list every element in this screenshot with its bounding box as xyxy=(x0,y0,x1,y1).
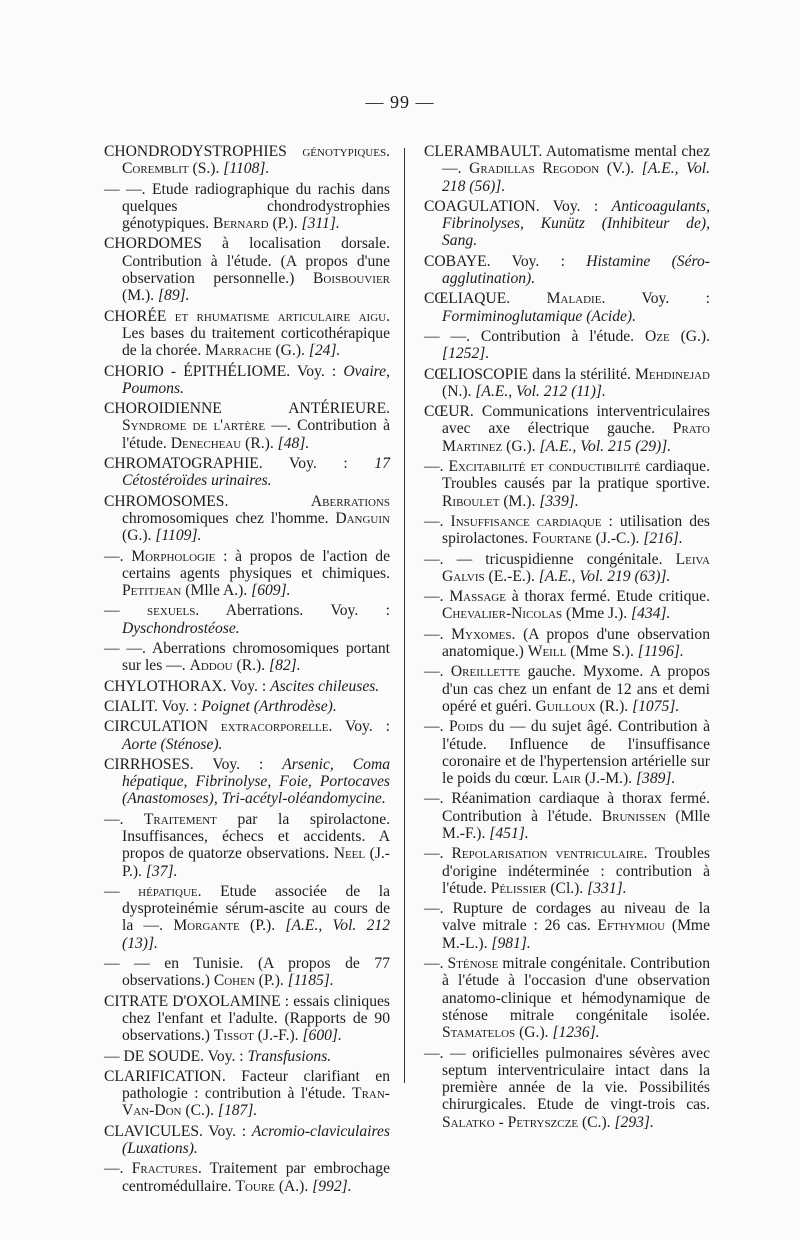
entry-heading: CHORDOMES xyxy=(104,235,202,253)
entry-heading: —. xyxy=(424,790,444,808)
entry-reference: [A.E., Vol. 212 (13)]. xyxy=(122,917,391,952)
index-entry xyxy=(104,1048,390,1065)
entry-text: (R.). xyxy=(595,697,633,715)
entry-heading: —. xyxy=(424,625,444,643)
entry-text: (J.-M.). xyxy=(580,770,636,788)
entry-heading: — xyxy=(104,882,120,900)
entry-text: (R.). xyxy=(232,657,270,675)
entry-heading: — —. xyxy=(424,327,470,345)
entry-smallcaps: Syndrome de l'artère xyxy=(122,417,266,435)
entry-text: (C.). xyxy=(578,1113,615,1131)
entry-smallcaps: hépatique xyxy=(119,882,198,900)
entry-text: Voy. : xyxy=(539,197,612,215)
entry-smallcaps: Massage xyxy=(443,588,506,606)
entry-heading: CŒLIOSCOPIE xyxy=(424,365,528,383)
entry-smallcaps: Mehdinejad xyxy=(635,365,710,383)
entry-heading: —. — xyxy=(424,1044,466,1062)
entry-smallcaps: Neel xyxy=(333,845,366,863)
index-entry xyxy=(104,363,390,398)
entry-smallcaps: Brunissen xyxy=(601,807,666,825)
entry-text: . Les bases du traitement corticothérapique de la chorée. xyxy=(122,307,390,360)
index-entry xyxy=(104,602,390,637)
entry-text: Voy. : xyxy=(490,252,587,270)
entry-heading: —. xyxy=(104,810,124,828)
entry-heading: —. xyxy=(424,845,444,863)
entry-smallcaps: Insuffisance cardiaque xyxy=(443,512,602,530)
entry-reference: [992]. xyxy=(312,1177,352,1195)
entry-smallcaps: Fractures xyxy=(123,1160,198,1178)
index-entry xyxy=(104,493,390,545)
entry-reference: [A.E., Vol. 215 (29)]. xyxy=(539,437,672,455)
entry-heading: CHORIO - ÉPITHÉLIOME. xyxy=(104,362,291,380)
index-entry xyxy=(424,718,710,787)
entry-text: (N.). xyxy=(442,382,476,400)
entry-text: Communications interventriculaires avec axe électrique gauche. xyxy=(442,403,710,438)
entry-smallcaps: et rhumatisme articulaire aigu xyxy=(166,307,387,325)
entry-text: cardiaque. Troubles causés par la pratique sportive. xyxy=(442,458,711,493)
entry-text: (P.). xyxy=(254,972,288,990)
entry-reference: Ascites chileuses. xyxy=(270,677,380,695)
entry-reference: [A.E., Vol. 219 (63)]. xyxy=(538,567,671,585)
entry-smallcaps: Leiva Galvis xyxy=(442,550,710,585)
entry-text: (Mme J.). xyxy=(562,605,632,623)
index-entry xyxy=(424,328,710,363)
entry-reference: [216]. xyxy=(643,530,683,548)
entry-text: (R.). xyxy=(241,434,278,452)
index-entry xyxy=(424,366,710,401)
entry-text: (V.). xyxy=(599,160,642,178)
entry-text: Voy. : xyxy=(290,362,344,380)
index-entry xyxy=(424,253,710,288)
entry-text: (Mme M.-L.). xyxy=(442,917,710,952)
entry-reference: Transfusions. xyxy=(247,1047,332,1065)
entry-text: . (A propos d'une observation anatomique.) xyxy=(442,625,710,661)
entry-smallcaps: Maladie xyxy=(510,290,602,308)
entry-text: (J.-C.). xyxy=(591,530,644,548)
entry-reference: [981]. xyxy=(491,934,531,952)
entry-heading: —. xyxy=(424,900,444,918)
entry-smallcaps: Stamatelos xyxy=(442,1024,516,1042)
index-entry xyxy=(424,626,710,661)
entry-text: (A.). xyxy=(274,1177,313,1195)
entry-smallcaps: Marrache xyxy=(205,342,272,360)
entry-text: (J.-F.). xyxy=(253,1027,303,1045)
index-entry xyxy=(104,548,390,600)
index-entry xyxy=(424,551,710,586)
entry-smallcaps: Boisbouvier xyxy=(312,270,390,288)
index-entry xyxy=(104,400,390,452)
index-entry xyxy=(424,790,710,842)
entry-smallcaps: Excitabilité et conductibilité xyxy=(443,458,641,476)
entry-smallcaps: Pélissier xyxy=(490,879,547,897)
entry-smallcaps: Efthymiou xyxy=(597,917,666,935)
index-entry xyxy=(424,588,710,623)
entry-text: chromosomiques chez l'homme. xyxy=(122,509,336,527)
entry-text: . Etude associée de la dysproteinémie sérum-ascite au cours de la —. xyxy=(122,882,390,935)
entry-smallcaps: Poids xyxy=(443,718,484,736)
entry-text: (M.). xyxy=(122,287,158,305)
entry-text: orificielles pulmonaires sévères avec septum interventriculaire intact dans la première année de la vie. Possibilités chirurgicales. Etude de vingt-trois cas. xyxy=(442,1044,710,1114)
entry-reference: [389]. xyxy=(635,770,676,788)
entry-smallcaps: génotypiques. xyxy=(286,143,390,160)
entry-heading: CŒUR. xyxy=(424,403,474,421)
entry-text: à localisation dorsale. Contribution à l'étude. (A propos d'une observation personnelle.) xyxy=(122,235,390,288)
entry-reference: [609]. xyxy=(251,582,291,600)
entry-text: mitrale congénitale. Contribution à l'étude à l'occasion d'une observation anatomo-clinique et hémodynamique de sténose mitrale congénitale isolée. xyxy=(442,955,710,1024)
entry-text: (Mme S.). xyxy=(566,643,638,661)
entry-smallcaps: sexuels xyxy=(119,602,196,620)
entry-smallcaps: Morphologie xyxy=(123,547,216,565)
entry-smallcaps: Guilloux xyxy=(535,697,596,715)
entry-reference: [1075]. xyxy=(632,697,680,715)
entry-reference: Acromio-claviculaires (Luxations). xyxy=(122,1122,390,1158)
entry-reference: [1196]. xyxy=(637,643,684,661)
entry-reference: 17 Cétostéroïdes urinaires. xyxy=(122,455,390,490)
entry-reference: [A.E., Vol. 212 (11)]. xyxy=(475,382,606,400)
entry-heading: COBAYE. xyxy=(424,252,491,270)
page-number: — 99 — xyxy=(365,92,435,112)
entry-text: (S.). xyxy=(188,160,224,178)
entry-text: (G.). xyxy=(669,327,711,345)
entry-smallcaps: Tran-Van-Don xyxy=(122,1085,390,1120)
entry-text: (G.). xyxy=(271,342,309,360)
entry-heading: CHONDRODYSTROPHIES xyxy=(104,143,287,160)
entry-text: Automatisme mental chez —. xyxy=(442,143,710,178)
entry-text: Rupture de cordages au niveau de la valve mitrale : 26 cas. xyxy=(442,900,710,935)
entry-text: dans la stérilité. xyxy=(527,365,636,383)
entry-smallcaps: Gradillas Regodon xyxy=(469,160,600,178)
entry-heading: — xyxy=(104,602,120,620)
entry-heading: COAGULATION. xyxy=(424,197,540,215)
entry-heading: CHYLOTHORAX. xyxy=(104,677,227,695)
entry-text: : à propos de l'action de certains agents physiques et chimiques. xyxy=(122,547,390,582)
entry-reference: [293]. xyxy=(614,1113,654,1131)
entry-reference: [48]. xyxy=(277,434,310,452)
entry-text: . Troubles d'origine indéterminée : contribution à l'étude. xyxy=(442,845,710,897)
entry-reference: Arsenic, Coma hépatique, Fibrinolyse, Foie, Portocaves (Anastomoses), Tri-acétyl-oléandomycine. xyxy=(122,755,391,808)
index-entry xyxy=(104,143,390,178)
entry-text: (M.). xyxy=(499,492,540,510)
index-entry xyxy=(104,235,390,304)
entry-heading: —. xyxy=(424,955,444,973)
entry-heading: —. xyxy=(104,1160,124,1178)
entry-heading: —. xyxy=(104,547,124,565)
entry-reference: [187]. xyxy=(217,1102,258,1120)
entry-heading: —. xyxy=(424,458,444,476)
entry-smallcaps: Repolarisation ventriculaire xyxy=(443,845,644,863)
entry-reference: Ovaire, Poumons. xyxy=(122,362,390,397)
index-entry xyxy=(424,198,710,250)
index-entry xyxy=(104,678,390,695)
entry-smallcaps: Danguin xyxy=(335,509,390,527)
entry-text: . Traitement par embrochage centromédullaire. xyxy=(122,1160,390,1195)
entry-reference: [24]. xyxy=(308,342,341,360)
entry-text: Facteur clarifiant en pathologie : contribution à l'étude. xyxy=(122,1067,390,1103)
entry-text: en Tunisie. (A propos de 77 observations.) xyxy=(122,955,390,990)
index-entry xyxy=(424,403,710,455)
index-entry xyxy=(104,811,390,880)
entry-heading: CIRCULATION xyxy=(104,718,208,736)
entry-heading: CHROMATOGRAPHIE. xyxy=(104,455,263,473)
index-entry xyxy=(424,290,710,325)
index-entry xyxy=(424,143,710,195)
entry-smallcaps: Myxomes xyxy=(443,625,512,643)
entry-reference: Histamine (Séro-agglutination). xyxy=(442,252,710,288)
index-entry xyxy=(104,698,390,715)
entry-text: Contribution à l'étude. xyxy=(469,327,645,345)
entry-reference: [1108]. xyxy=(223,160,270,178)
index-entry xyxy=(104,1160,390,1195)
index-entry xyxy=(424,845,710,897)
entry-reference: [1109]. xyxy=(155,527,202,545)
entry-text: (G.). xyxy=(515,1024,553,1042)
entry-heading: — — xyxy=(104,955,150,973)
entry-heading: CIRRHOSES. xyxy=(104,755,194,773)
index-entry xyxy=(104,993,390,1045)
entry-text: (P.). xyxy=(239,917,286,935)
entry-smallcaps: Addou xyxy=(189,657,233,675)
entry-text: (P.). xyxy=(268,215,302,233)
entry-heading: CHORÉE xyxy=(104,307,167,325)
entry-smallcaps: Tissot xyxy=(213,1027,254,1045)
entry-text: Réanimation cardiaque à thorax fermé. Contribution à l'étude. xyxy=(442,790,710,825)
entry-reference: [331]. xyxy=(587,879,627,897)
entry-heading: CITRATE D'OXOLAMINE xyxy=(104,992,281,1010)
entry-reference: Poignet (Arthrodèse). xyxy=(201,697,337,715)
entry-text: à thorax fermé. Etude critique. xyxy=(505,588,710,606)
index-entry xyxy=(104,883,390,952)
entry-smallcaps: extracorporelle xyxy=(207,718,329,736)
entry-text: tricuspidienne congénitale. xyxy=(472,550,676,568)
entry-heading: — —. xyxy=(104,640,146,658)
index-entry xyxy=(424,458,710,510)
entry-text: . Voy. : xyxy=(328,718,390,736)
index-entry xyxy=(424,1045,710,1131)
entry-text: (G.). xyxy=(122,527,156,545)
entry-text: (Mlle A.). xyxy=(181,582,252,600)
entry-text: du — du sujet âgé. Contribution à l'étude. Influence de l'insuffisance coronaire et de l'hypertension artérielle sur le poids du cœur. xyxy=(442,718,710,788)
entry-smallcaps: Lair xyxy=(552,770,581,788)
entry-text: . Aberrations. Voy. : xyxy=(195,602,390,620)
entry-reference: Dyschondrostéose. xyxy=(122,619,240,637)
index-entry xyxy=(424,955,710,1041)
entry-heading: —. xyxy=(424,512,444,530)
entry-reference: [1185]. xyxy=(287,972,334,990)
entry-reference: [A.E., Vol. 218 (56)]. xyxy=(442,160,710,195)
entry-smallcaps: Coremblit xyxy=(122,160,189,178)
entry-heading: CHROMOSOMES. xyxy=(104,492,229,510)
entry-smallcaps: Oze xyxy=(644,327,670,345)
entry-heading: —. xyxy=(424,718,444,736)
entry-smallcaps: Petitjean xyxy=(122,582,182,600)
entry-heading: —. xyxy=(424,663,444,681)
index-entry xyxy=(424,663,710,715)
entry-reference: Anticoagulants, Fibrinolyses, Kunütz (Inhibiteur de), Sang. xyxy=(442,197,710,250)
entry-heading: — DE SOUDE. xyxy=(104,1047,205,1065)
entry-heading: CLARIFICATION. xyxy=(104,1067,226,1085)
entry-text: : essais cliniques chez l'enfant et l'adulte. (Rapports de 90 observations.) xyxy=(122,992,390,1045)
entry-heading: CHOROIDIENNE ANTÉRIEURE. xyxy=(104,400,390,418)
left-column xyxy=(104,143,390,1198)
entry-heading: CIALIT. xyxy=(104,697,158,715)
entry-smallcaps: Aberrations xyxy=(228,492,390,510)
index-entry xyxy=(104,718,390,753)
entry-smallcaps: Salatko - Petryszcze xyxy=(442,1113,579,1131)
entry-text: Aberrations chromosomiques portant sur les —. xyxy=(122,640,390,675)
entry-heading: CLERAMBAULT. xyxy=(424,143,543,160)
entry-smallcaps: Toure xyxy=(235,1177,275,1195)
index-entry xyxy=(104,455,390,490)
index-entry xyxy=(424,900,710,952)
entry-reference: [89]. xyxy=(157,287,190,305)
index-entry xyxy=(104,756,390,808)
entry-smallcaps: Morgante xyxy=(173,917,240,935)
index-entry xyxy=(104,1068,390,1120)
entry-heading: —. — xyxy=(424,550,473,568)
entry-text: (E.-E.). xyxy=(484,567,539,585)
index-entry xyxy=(104,640,390,675)
entry-text: Voy. : xyxy=(193,755,283,773)
entry-smallcaps: Prato Martinez xyxy=(442,420,710,455)
entry-smallcaps: Chevalier-Nicolas xyxy=(442,605,563,623)
entry-text: Voy. : xyxy=(157,697,202,715)
entry-reference: [451]. xyxy=(489,824,529,842)
entry-text: . Voy. : xyxy=(601,290,710,308)
entry-reference: [600]. xyxy=(302,1027,342,1045)
entry-text: Voy. : xyxy=(204,1047,248,1065)
entry-text: gauche. Myxome. A propos d'un cas chez un enfant de 12 ans et demi opéré et guéri. xyxy=(442,663,710,715)
entry-text: par la spirolactone. Insuffisances, échecs et accidents. A propos de quatorze observations. xyxy=(122,810,391,863)
entry-smallcaps: Oreillette xyxy=(443,663,521,681)
index-entry xyxy=(424,513,710,548)
entry-text: Voy. : xyxy=(262,455,375,473)
entry-reference: [434]. xyxy=(631,605,671,623)
entry-smallcaps: Weill xyxy=(527,643,567,661)
entry-reference: [1252]. xyxy=(442,345,490,363)
entry-reference: [339]. xyxy=(539,492,579,510)
column-divider xyxy=(404,148,405,1083)
index-entry xyxy=(104,181,390,233)
entry-smallcaps: Bernard xyxy=(212,215,269,233)
entry-reference: Formiminoglutamique (Acide). xyxy=(442,307,637,325)
entry-text: : utilisation des spirolactones. xyxy=(442,512,710,548)
entry-smallcaps: Denecheau xyxy=(170,434,242,452)
entry-reference: [82]. xyxy=(269,657,301,675)
entry-heading: — —. xyxy=(104,180,146,198)
entry-reference: [1236]. xyxy=(552,1024,600,1042)
entry-reference: [37]. xyxy=(145,862,178,880)
entry-heading: —. xyxy=(424,588,444,606)
entry-text: (J.-P.). xyxy=(122,845,390,880)
entry-reference: Aorte (Sténose). xyxy=(122,735,223,753)
entry-text: Voy. : xyxy=(202,1122,252,1140)
entry-text: —. Contribution à l'étude. xyxy=(122,417,390,452)
entry-text: (Cl.). xyxy=(546,879,588,897)
entry-reference: [311]. xyxy=(301,215,340,233)
entry-text: (G.). xyxy=(502,437,540,455)
entry-text: Voy. : xyxy=(226,677,271,695)
entry-heading: CLAVICULES. xyxy=(104,1122,203,1140)
entry-text: Etude radiographique du rachis dans quelques chondrodystrophies génotypiques. xyxy=(122,180,391,233)
entry-smallcaps: Fourtane xyxy=(532,530,592,548)
entry-smallcaps: Cohen xyxy=(213,972,255,990)
index-entry xyxy=(104,1123,390,1158)
entry-smallcaps: Riboulet xyxy=(442,492,500,510)
entry-smallcaps: Sténose xyxy=(443,955,499,973)
entry-heading: CŒLIAQUE. xyxy=(424,290,511,308)
index-entry xyxy=(104,308,390,360)
entry-smallcaps: Traitement xyxy=(123,810,217,828)
right-column xyxy=(424,143,710,1134)
entry-text: (C.). xyxy=(181,1102,218,1120)
index-entry xyxy=(104,955,390,990)
entry-text: (Mlle M.-F.). xyxy=(442,807,710,842)
